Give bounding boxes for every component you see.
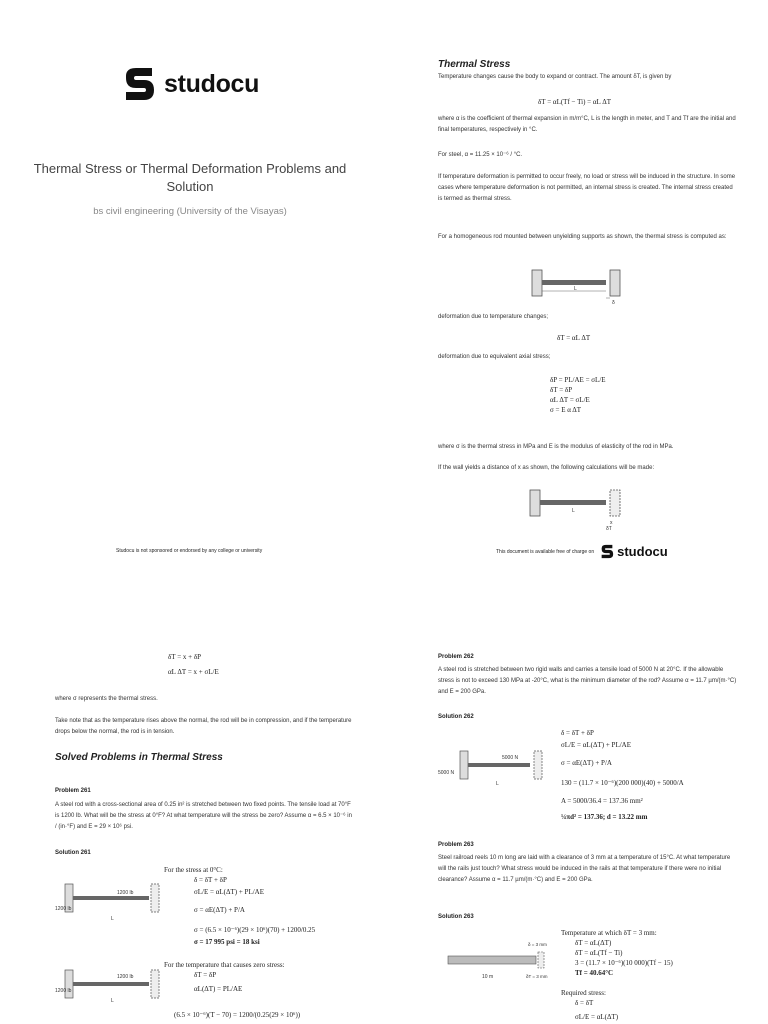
adjacent-rail [538, 952, 544, 968]
footer-studocu-logo[interactable] [600, 544, 668, 559]
s261-a-result: σ = 17 995 psi = 18 ksi [194, 938, 260, 946]
axial-equations [550, 375, 606, 415]
fig2-deltaT-label: δT [606, 526, 612, 532]
right-wall [534, 751, 542, 779]
fig-gap-label-bottom: δT = 3 mm [526, 974, 548, 979]
where-thermal-stress: where σ is the thermal stress in MPa and E is the modulus of elasticity of the rod in MPa. [438, 444, 674, 450]
s261-a-eq-4: σ = (6.5 × 10⁻⁶)(29 × 10⁶)(70) + 1200/0.25 [194, 926, 316, 934]
s261-a-eq-3: σ = αE(ΔT) + P/A [194, 906, 245, 914]
rod [540, 500, 606, 505]
solution-262-figure [438, 745, 556, 791]
yielding-wall [610, 490, 620, 516]
fig-load-label: 5000 N [502, 755, 519, 761]
problem-262-title: Problem 262 [438, 654, 474, 660]
solution-261-part-a [164, 865, 315, 947]
studocu-logo-icon [600, 544, 614, 559]
s261-a-eq-2: σL/E = αL(ΔT) + PL/AE [194, 888, 264, 896]
document-subtitle[interactable]: bs civil engineering (University of the Visayas) [93, 206, 287, 217]
document-title: Thermal Stress or Thermal Deformation Problems and Solution [33, 161, 347, 194]
s263-eq-2: δT = αL(Tf − Ti) [575, 949, 623, 957]
rod [468, 763, 530, 767]
solution-263-figure [446, 938, 556, 984]
rod [73, 896, 149, 900]
solution-263-equations [561, 928, 673, 1022]
fig-load-label-left: 1200 lb [55, 906, 72, 912]
fig2-x-label: x [610, 520, 613, 526]
s261-b-eq-1: δT = δP [194, 971, 217, 979]
problem-263-title: Problem 263 [438, 842, 474, 848]
s262-eq-1: δ = δT + δP [561, 729, 594, 737]
free-notice-text: This document is available free of charge on [496, 548, 595, 555]
equation-main: δT = αL(Tf − Ti) = αL ΔT [538, 98, 612, 106]
s262-result: ¼πd² = 137.36; d = 13.22 mm [561, 813, 648, 821]
s261-b-heading: For the temperature that causes zero stress: [164, 961, 285, 969]
fig1-delta-label: δ [612, 300, 615, 306]
axial-eq-2: δT = δP [550, 386, 573, 394]
s263-result: Tf = 40.64°C [575, 969, 614, 977]
free-deformation-paragraph: If temperature deformation is permitted to occur freely, no load or stress will be induced in the structure. In some cases where temperature deformation is not permitted, an internal stress is created. The internal stress created is termed as thermal stress. [438, 174, 736, 202]
s263-req-eq-1: δ = δT [575, 999, 594, 1007]
equation-deformation-temp: δT = αL ΔT [557, 334, 591, 342]
where-sigma: where σ represents the thermal stress. [55, 696, 158, 702]
studocu-logo-icon [122, 66, 156, 102]
s263-heading: Temperature at which δT = 3 mm: [561, 929, 657, 937]
heading-solved-problems: Solved Problems in Thermal Stress [55, 752, 223, 763]
right-wall [610, 270, 620, 296]
studocu-logo[interactable] [122, 66, 259, 102]
studocu-logo-text: studocu [164, 69, 260, 98]
solution-261-figure-a [55, 880, 167, 924]
left-wall [460, 751, 468, 779]
fig-load-label-left: 1200 lb [55, 988, 72, 994]
note-paragraph: Take note that as the temperature rises above the normal, the rod will be in compression, and if the temperature drops below the normal, the rod is in tension. [55, 718, 352, 735]
problem-261-text: A steel rod with a cross-sectional area of 0.25 in² is stretched between two fixed points. The tensile load at 70°F is 1200 lb. What will be the stress at 0°F? At what temperature will the stress be zero? Assume α = 6.5 × 10⁻⁶ in / (in·°F) and E = 29 × 10⁶ psi. [55, 802, 352, 830]
footer-disclaimer: Studocu is not sponsored or endorsed by any college or university [116, 548, 263, 554]
axial-eq-3: αL ΔT = σL/E [550, 396, 590, 404]
problem-261-title: Problem 261 [55, 788, 91, 794]
s262-eq-2: σL/E = αL(ΔT) + PL/AE [561, 741, 631, 749]
solution-261-part-b [164, 960, 300, 1020]
solution-262-equations [561, 728, 684, 822]
solution-261-figure-b [55, 966, 167, 1010]
s263-eq-1: δT = αL(ΔT) [575, 939, 612, 947]
s261-b-eq-3: (6.5 × 10⁻⁶)(T − 70) = 1200/(0.25(29 × 10⁶)) [174, 1011, 301, 1019]
fig-length-label: L [111, 916, 114, 922]
eq-alpha-x: αL ΔT = x + σL/E [168, 668, 219, 676]
fig-load-label: 1200 lb [117, 974, 134, 980]
axial-eq-4: σ = E α ΔT [550, 406, 582, 414]
footer-logo-text: studocu [617, 544, 668, 559]
homogeneous-rod-paragraph: For a homogeneous rod mounted between unyielding supports as shown, the thermal stress is computed as: [438, 234, 727, 240]
problem-263-text: Steel railroad reels 10 m long are laid with a clearance of 3 mm at a temperature of 15°C. At what temperature will the rails just touch? What stress would be induced in the rails at that temperature if there were no initial clearance? Assume α = 11.7 µm/(m·°C) and E = 200 GPa. [438, 855, 731, 883]
solution-262-title: Solution 262 [438, 714, 474, 720]
left-wall [530, 490, 540, 516]
fig-gap-label: δ = 3 mm [528, 942, 547, 947]
s262-eq-3: σ = αE(ΔT) + P/A [561, 759, 612, 767]
axial-eq-1: δP = PL/AE = σL/E [550, 376, 606, 384]
fig-load-label-left: 5000 N [438, 770, 455, 776]
solution-263-title: Solution 263 [438, 914, 474, 920]
s262-eq-4: 130 = (11.7 × 10⁻⁶)(200 000)(40) + 5000/A [561, 779, 684, 787]
fig1-length-label: L [574, 286, 577, 292]
rod [73, 982, 149, 986]
rod-yielding-wall-figure [526, 486, 630, 532]
section-heading-thermal-stress: Thermal Stress [438, 59, 511, 70]
intro-paragraph: Temperature changes cause the body to expand or contract. The amount δT, is given by [438, 74, 672, 80]
fig-length-label: L [496, 781, 499, 787]
where-paragraph: where α is the coefficient of thermal expansion in m/m°C, L is the length in meter, and T and Tf are the initial and final temperatures, respectively in °C. [438, 116, 736, 133]
right-wall [151, 970, 159, 998]
problem-262-text: A steel rod is stretched between two rigid walls and carries a tensile load of 5000 N at 20°C. If the allowable stress is not to exceed 130 MPa at -20°C, what is the minimum diameter of the rod? Assume α = 11.7 µm/(m·°C) and E = 200 GPa. [438, 667, 737, 695]
solution-261-title: Solution 261 [55, 850, 91, 856]
eq-deltaT-x: δT = x + δP [168, 653, 202, 661]
fig2-length-label: L [572, 508, 575, 514]
rail [448, 956, 536, 964]
footer-free-notice[interactable] [496, 544, 668, 559]
rod [542, 280, 606, 285]
fig-length-label: 10 m [482, 974, 494, 980]
wall-yield-text: If the wall yields a distance of x as shown, the following calculations will be made: [438, 465, 655, 471]
s261-a-heading: For the stress at 0°C: [164, 866, 223, 874]
left-wall [532, 270, 542, 296]
deformation-axial-text: deformation due to equivalent axial stress; [438, 354, 551, 360]
s263-req-eq-2: σL/E = αL(ΔT) [575, 1013, 619, 1021]
s262-eq-5: A = 5000/36.4 = 137.36 mm² [561, 797, 643, 805]
steel-coefficient: For steel, α = 11.25 × 10⁻⁶ / °C. [438, 152, 523, 158]
s263-required-stress: Required stress: [561, 989, 606, 997]
deformation-temperature-text: deformation due to temperature changes; [438, 314, 549, 320]
fig-length-label: L [111, 998, 114, 1004]
s261-a-eq-1: δ = δT + δP [194, 876, 227, 884]
s261-b-eq-2: αL(ΔT) = PL/AE [194, 985, 243, 993]
fig-load-label: 1200 lb [117, 890, 134, 896]
s263-eq-3: 3 = (11.7 × 10⁻⁶)(10 000)(Tf − 15) [575, 959, 673, 967]
rod-between-walls-figure [528, 266, 624, 306]
right-wall [151, 884, 159, 912]
